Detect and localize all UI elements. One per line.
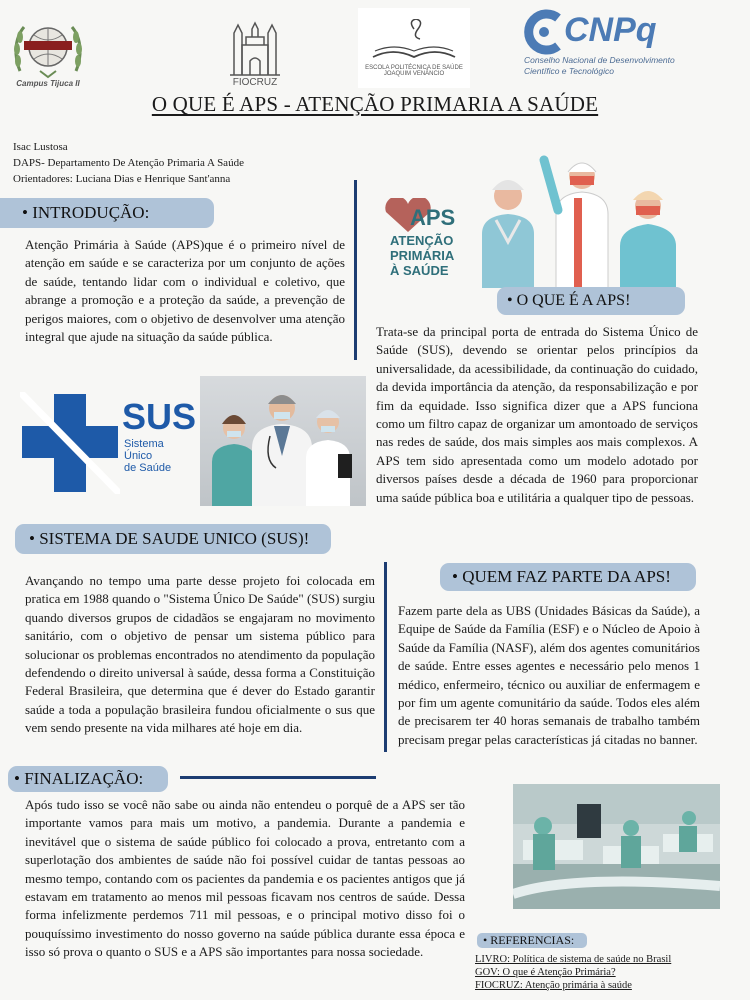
ref-link-book[interactable]: LIVRO: Política de sistema de saúde no Brasil: [475, 954, 672, 965]
castle-icon: [228, 15, 282, 77]
what-heading: • O QUE É A APS!: [497, 287, 685, 315]
campus-tijuca-logo: [8, 8, 88, 88]
sus-cross-icon: [20, 392, 120, 494]
divider-who: [384, 562, 387, 752]
intro-heading: • INTRODUÇÃO:: [0, 198, 214, 228]
fiocruz-caption: FIOCRUZ: [232, 77, 278, 88]
aps-logo-line1: ATENÇÃO: [390, 233, 454, 248]
cnpq-line1: Conselho Nacional de Desenvolvimento: [524, 55, 675, 65]
intro-text: Atenção Primária à Saúde (APS)que é o primeiro nível de atenção em saúde e se caracteriza por um conjunto de ações de saúde, tentando lidar com o individual e coletivo, que abrange a promoção e a proteção da saúde, a prevenção de perigos maiores, com o objetivo de desenvolver uma atenção integral que ajude na situação da saúde pública.: [25, 237, 345, 345]
book-icon: [369, 19, 459, 63]
campus-caption: Campus Tijuca II: [16, 79, 80, 88]
title-text: O QUE É APS - ATENÇÃO PRIMARIA A SAÚDE: [151, 92, 599, 116]
aps-logo-word: APS: [410, 205, 456, 230]
cnpq-name: CNPq: [564, 11, 657, 49]
author-advisors: Orientadores: Luciana Dias e Henrique Sant'anna: [13, 173, 231, 185]
page-title: [0, 92, 750, 117]
sus-text: Avançando no tempo uma parte desse projeto foi colocada em pratica em 1988 quando o "Sistema Único De Saúde" (SUS) surgiu quando diversos grupos de cidadãos se engajaram no movimento sanitário, com o objetivo de pensar um sistema público para solucionar os problemas encontrados no atendimento da população defendendo o direito universal à saúde, dessa forma a Constituição Federal Brasileira, que determina que é dever do Estado garantir saúde a toda a população brasileira fundou oficialmente o sus que vem sendo presente na vida milhares até hoje em dia.: [25, 573, 375, 736]
who-text: Fazem parte dela as UBS (Unidades Básicas da Saúde), a Equipe de Saúde da Família (ESF) e o Núcleo de Apoio à Saúde da Família (NASF), além dos agentes comunitários de saúde. Entre esses agentes e necessário pelo menos 1 médico, enfermeiro, técnico ou auxiliar de enfermagem e por fim um agente comunitário da saúde. Todos eles além de precisarem ter 40 horas semanais de trabalho também precisam pregar pelas características já citadas no banner.: [398, 603, 700, 747]
fiocruz-logo: [222, 8, 288, 88]
cnpq-logo: [520, 8, 680, 80]
doctors-photo: [200, 376, 366, 506]
author-name: Isac Lustosa: [13, 141, 68, 153]
health-workers-illustration: [470, 150, 690, 288]
what-text: Trata-se da principal porta de entrada do Sistema Único de Saúde (SUS), devendo se orientar pelos princípios da universalidade, da acessibilidade, da continuação do cuidado, da devida importância da atenção, da responsabilização e por fim da equidade. Isso significa dizer que a APS funciona como um filtro capaz de organizar um amontoado de serviços nas redes de saúde, dos mais simples aos mais complexos. A APS tem sido apresentada como um modelo adotado por diversos países desde a década de 1960 para proporcionar uma saúde pública boa e utilitária a qualquer tipo de pessoas.: [376, 324, 698, 505]
aps-logo-line2: PRIMÁRIA: [390, 248, 455, 263]
hospital-photo: [513, 784, 720, 909]
sus-heading: • SISTEMA DE SAUDE UNICO (SUS)!: [15, 524, 331, 554]
authors-block: [13, 139, 244, 187]
divider-intro: [354, 180, 357, 360]
ref-link-gov[interactable]: GOV: O que é Atenção Primária?: [475, 967, 616, 978]
epsjv-line1: ESCOLA POLITÉCNICA DE SAÚDE: [365, 65, 463, 71]
cnpq-line2: Científico e Tecnológico: [524, 66, 614, 76]
aps-illustration: [372, 150, 690, 288]
refs-heading: • REFERENCIAS:: [477, 933, 587, 948]
sus-logo: [20, 392, 200, 496]
ref-link-fiocruz[interactable]: FIOCRUZ: Atenção primária à saúde: [475, 980, 632, 991]
final-text: Após tudo isso se você não sabe ou ainda não entendeu o porquê de a APS ser tão importante vamos para mais um motivo, a pandemia. Durante a pandemia e inevitável que o sistema de saúde público foi colocado a prova, entretanto com a superlotação dos ambientes de saúde não foi possível cuidar de tantas pessoas ao mesmo tempo, contando com os pacientes da pandemia e os pacientes antigos que já estavam em tratamento ao menos mil pessoas ficavam nos centros de saúde. Dessa forma infelizmente perdemos 711 mil pessoas, e o principal motivo disso foi o pouquíssimo investimento do nosso governo na saúde pública durante essa época e isso só prova o quanto o SUS e a APS são importantes para nossa sociedade.: [25, 797, 465, 960]
author-department: DAPS- Departamento De Atenção Primaria A Saúde: [13, 157, 244, 169]
who-heading: • QUEM FAZ PARTE DA APS!: [440, 563, 696, 591]
sus-logo-line2: Único: [124, 450, 153, 462]
refs-list: [475, 953, 671, 992]
sus-logo-word: SUS: [122, 396, 197, 437]
epsjv-line2: JOAQUIM VENÂNCIO: [383, 71, 445, 77]
aps-logo-line3: À SAÚDE: [390, 263, 449, 278]
epsjv-logo: [358, 8, 470, 88]
sus-logo-line1: Sistema: [124, 438, 164, 450]
crest-icon: [10, 17, 86, 79]
sus-logo-line3: de Saúde: [124, 462, 172, 474]
hospital-ward-image: [513, 784, 720, 909]
doctors-image: [200, 376, 366, 506]
divider-final: [180, 776, 376, 779]
cnpq-mark-icon: [520, 8, 568, 56]
final-heading: • FINALIZAÇÃO:: [8, 766, 168, 792]
